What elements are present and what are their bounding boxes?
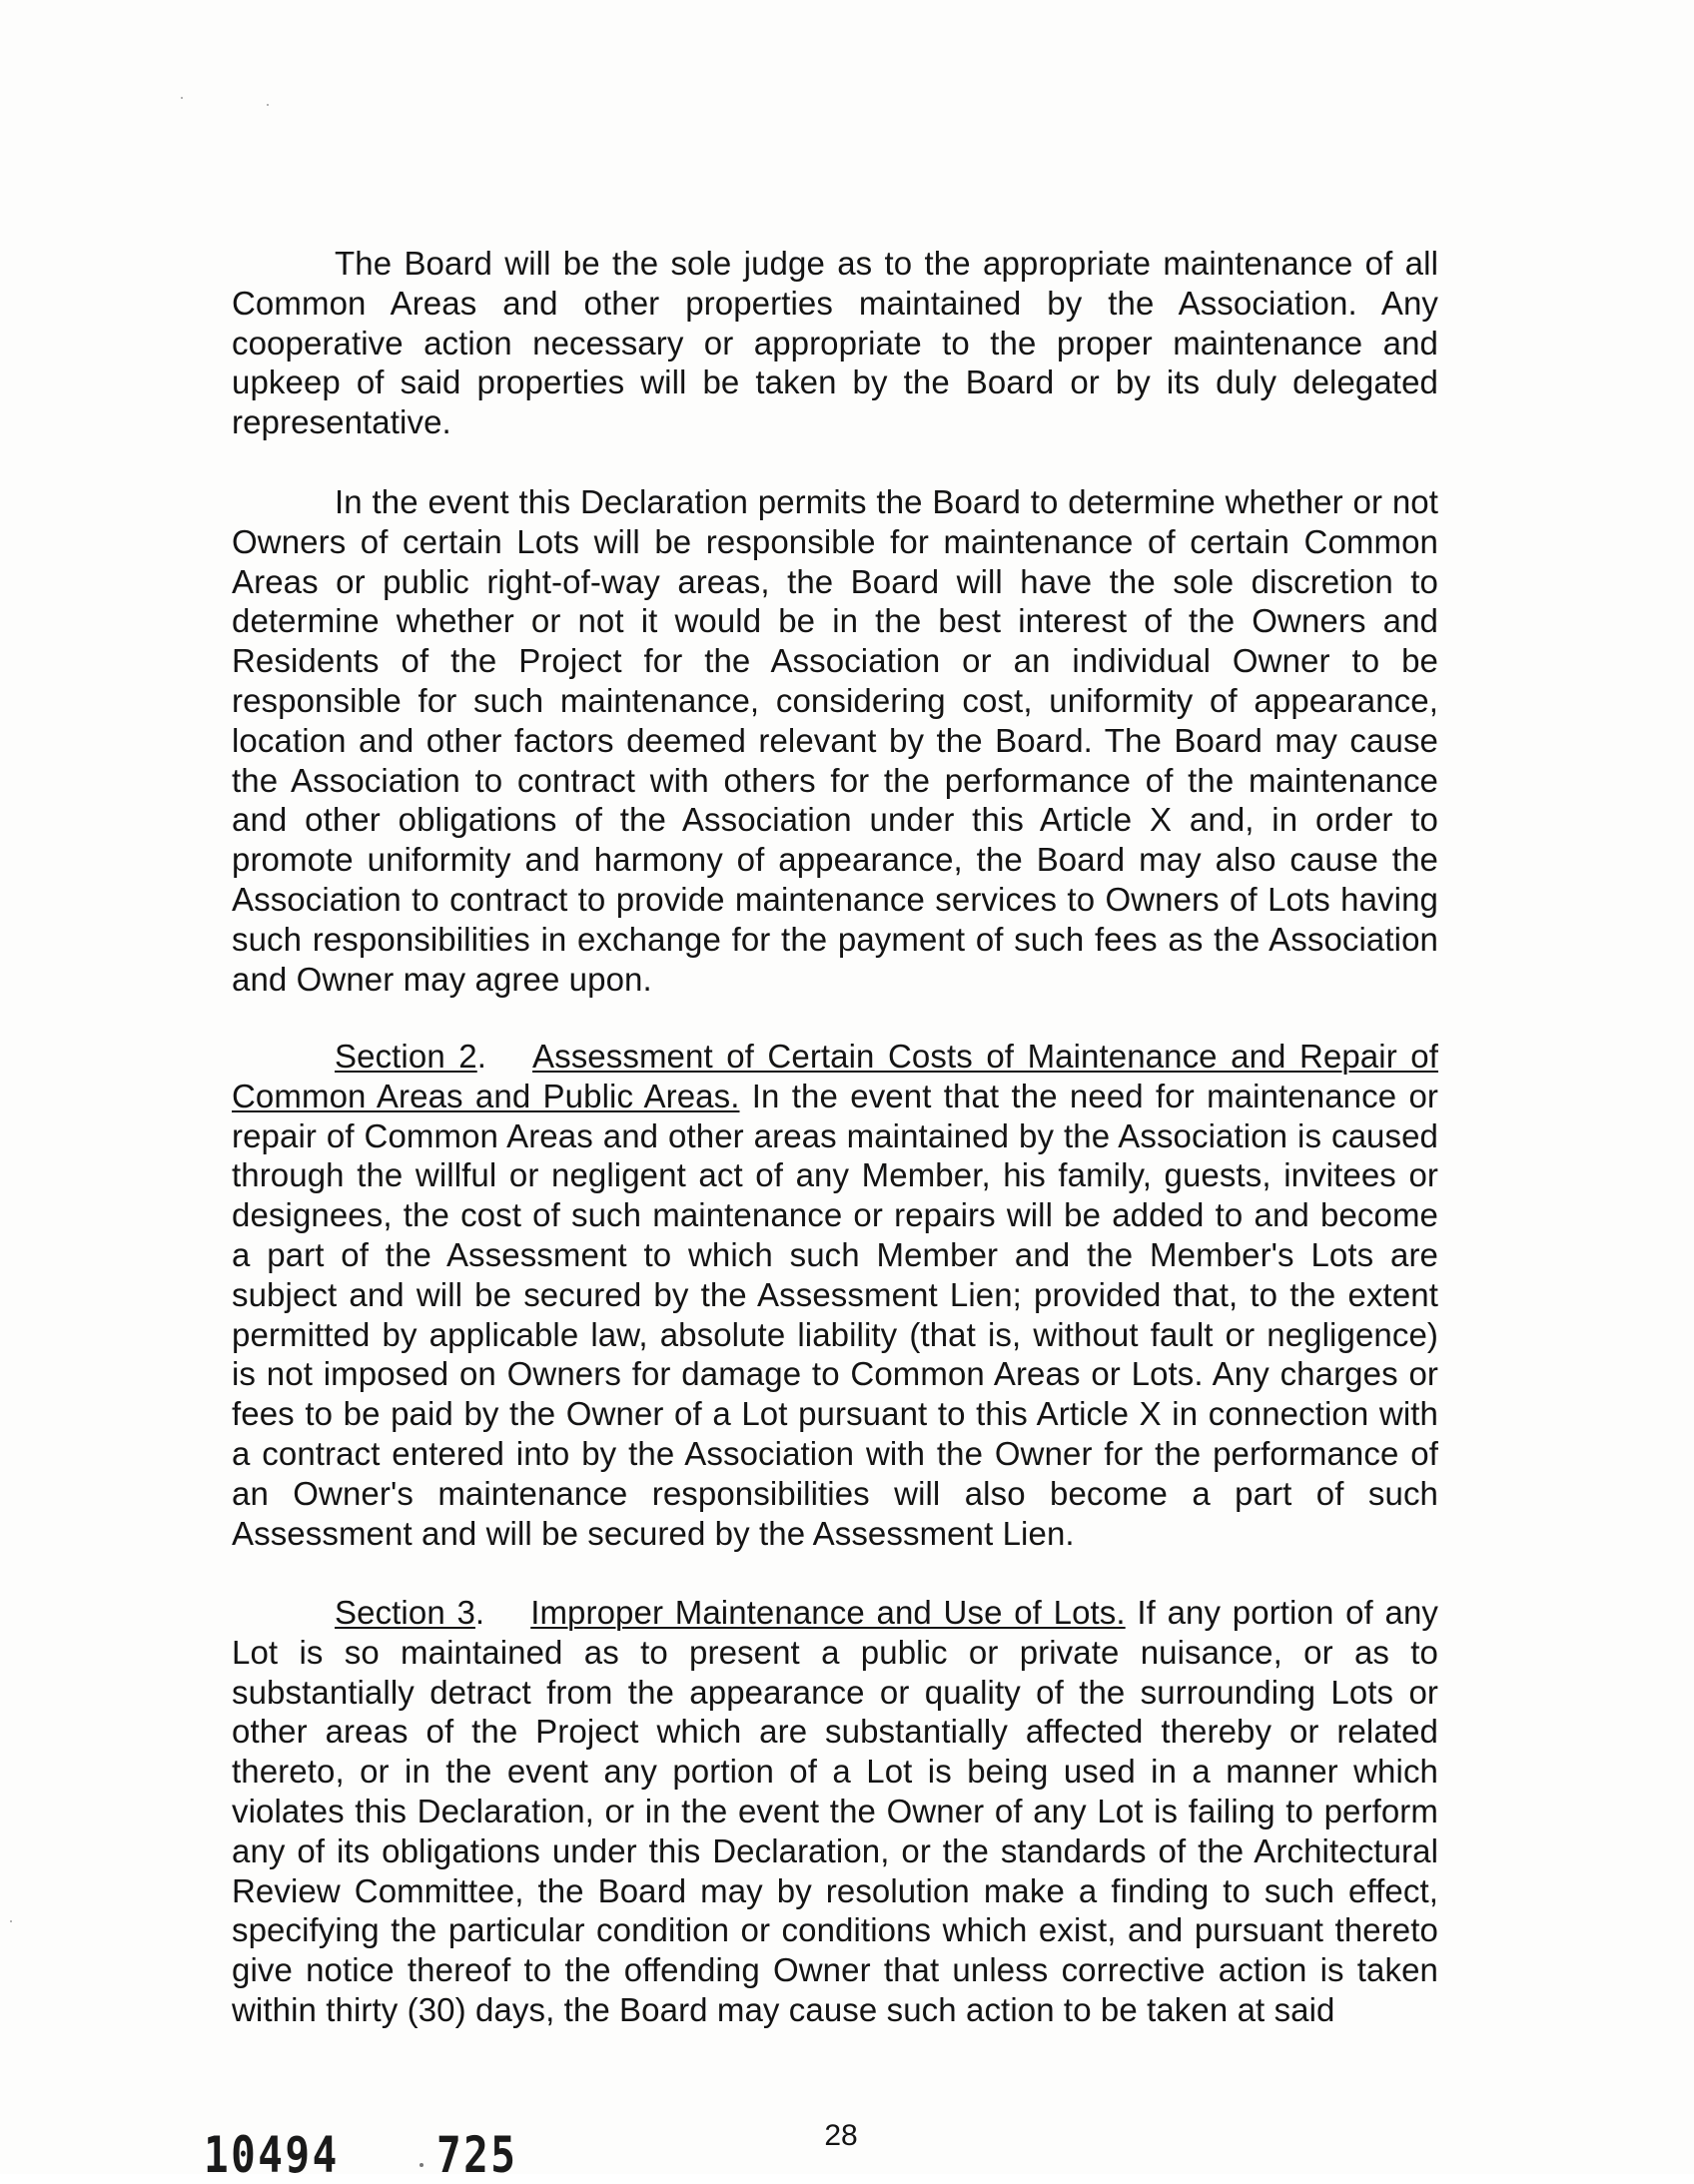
paragraph-board-judge — [232, 244, 1438, 442]
section-2 — [232, 1037, 1438, 1553]
scan-speck — [181, 97, 183, 99]
section-3 — [232, 1593, 1438, 2030]
section-3-label: Section 3 — [335, 1594, 475, 1631]
section-2-heading: Assessment of Certain Costs of Maintenance and Repair of Common Areas and Public Areas. — [232, 1038, 1438, 1114]
section-2-label: Section 2 — [335, 1038, 477, 1075]
scan-speck — [267, 104, 269, 106]
section-3-body: If any portion of any Lot is so maintained as to present a public or private nuisance, or as to substantially detract from the appearance or quality of the surrounding Lots or other areas of the Project which are substantially affected thereby or related thereto, or in the event any portion of a Lot is being used in a manner which violates this Declaration, or in the event the Owner of any Lot is failing to perform any of its obligations under this Declaration, or the standards of the Architectural Review Committee, the Board may by resolution make a finding to such effect, specifying the particular condition or conditions which exist, and pursuant thereto give notice thereof to the offending Owner that unless corrective action is taken within thirty (30) days, the Board may cause such action to be taken at said — [232, 1594, 1439, 2028]
paragraph-text: In the event this Declaration permits the Board to determine whether or not Owners of certain Lots will be responsible for maintenance of certain Common Areas or public right-of-way areas, the Board will have the sole discretion to determine whether or not it would be in the best interest of the Owners and Residents of the Project for the Association or an individual Owner to be responsible for such maintenance, considering cost, uniformity of appearance, location and other factors deemed relevant by the Board. The Board may cause the Association to contract with others for the performance of the maintenance and other obligations of the Association under this Article X and, in order to promote uniformity and harmony of appearance, the Board may also cause the Association to contract to provide maintenance services to Owners of Lots having such responsibilities in exchange for the payment of such fees as the Association and Owner may agree upon. — [232, 483, 1438, 998]
section-3-label-punct: . — [474, 1594, 485, 1631]
section-2-body: In the event that the need for maintenance or repair of Common Areas and other areas maintained by the Association is caused through the willful or negligent act of any Member, his family, guests, invitees or designees, the cost of such maintenance or repairs will be added to and become a part of the Assessment to which such Member and the Member's Lots are subject and will be secured by the Assessment Lien; provided that, to the extent permitted by applicable law, absolute liability (that is, without fault or negligence) is not imposed on Owners for damage to Common Areas or Lots. Any charges or fees to be paid by the Owner of a Lot pursuant to this Article X in connection with a contract entered into by the Association with the Owner for the performance of an Owner's maintenance responsibilities will also become a part of such Assessment and will be secured by the Assessment Lien. — [232, 1077, 1439, 1552]
page-number: 28 — [824, 2119, 858, 2152]
section-2-label-punct: . — [476, 1038, 486, 1075]
section-3-heading: Improper Maintenance and Use of Lots. — [530, 1594, 1126, 1631]
stamp-separator-dot — [420, 2163, 424, 2167]
paragraph-owner-maintenance — [232, 482, 1438, 999]
scan-speck — [10, 1920, 12, 1922]
recording-book-stamp: 10494 — [204, 2126, 340, 2184]
paragraph-text: The Board will be the sole judge as to the appropriate maintenance of all Common Areas and other properties maintained by the Association. Any cooperative action necessary or appropriate to the proper maintenance and upkeep of said properties will be taken by the Board or by its duly delegated representative. — [232, 245, 1438, 441]
recording-page-stamp: 725 — [436, 2126, 518, 2184]
